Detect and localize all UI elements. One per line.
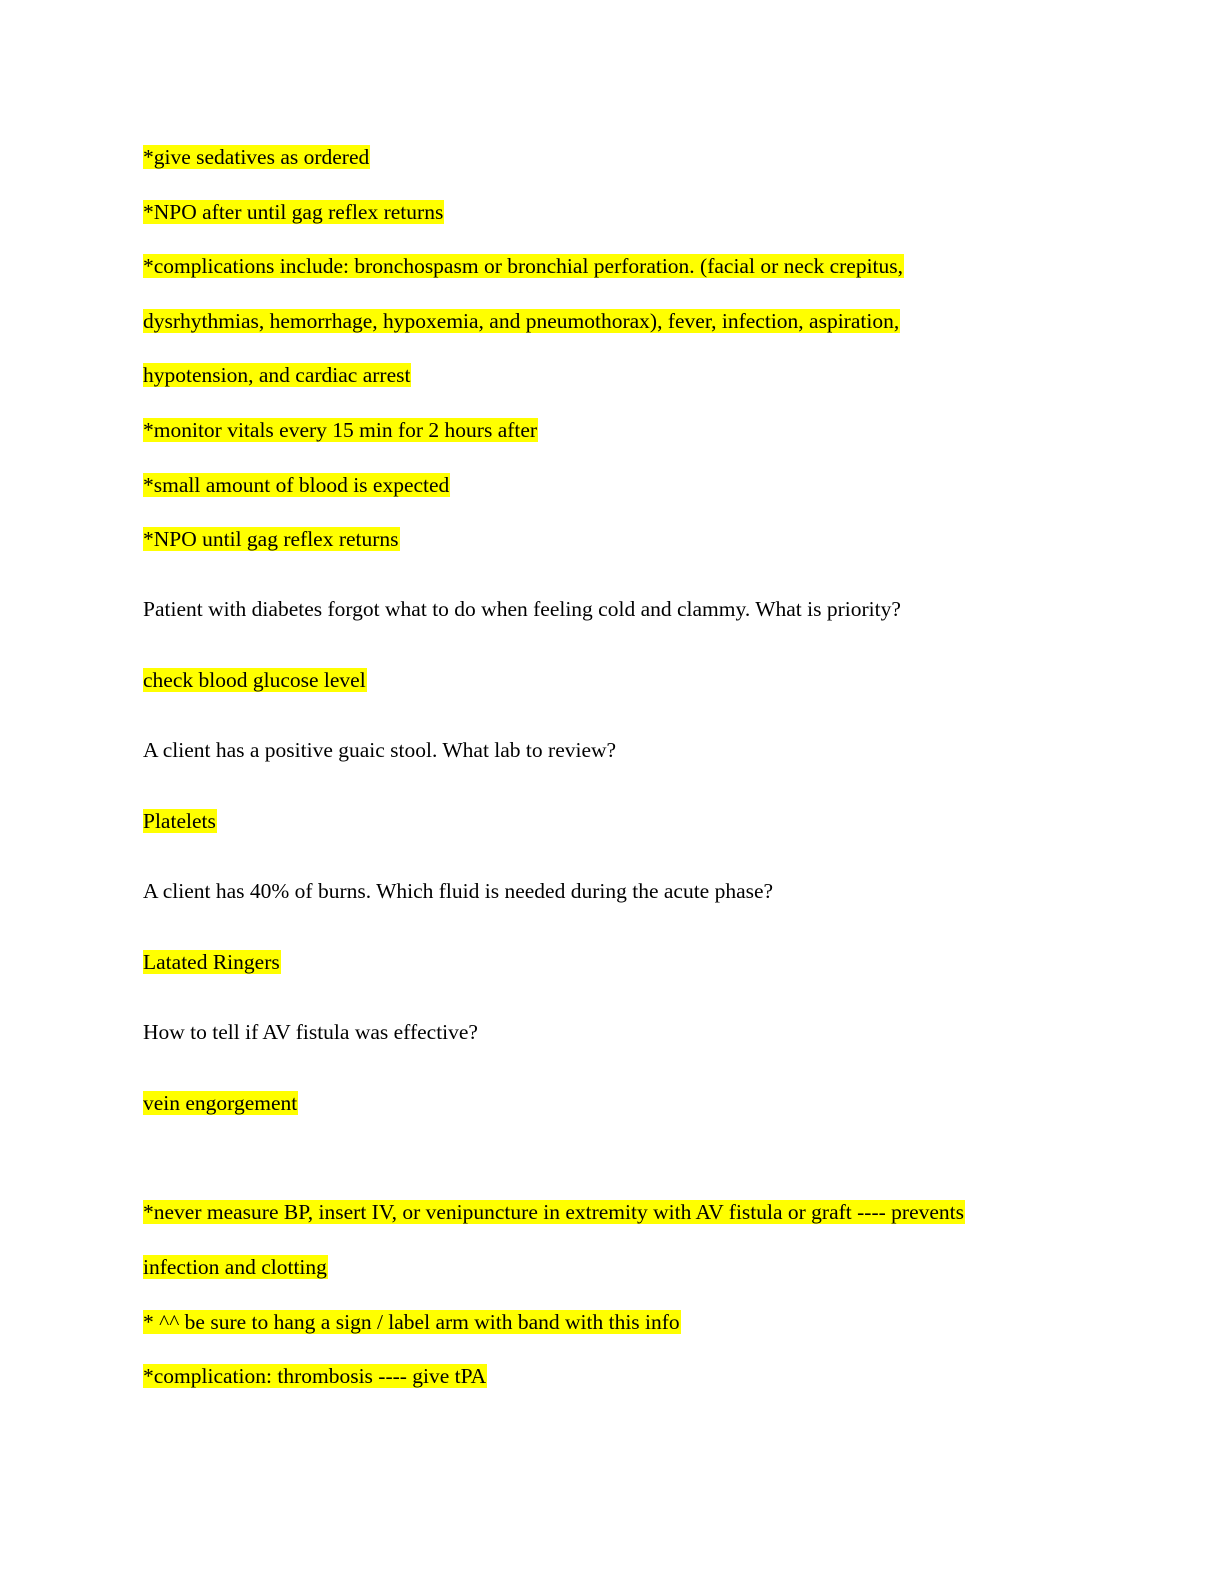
text-line: [143, 524, 400, 554]
plain-text: How to tell if AV fistula was effective?: [143, 1020, 478, 1044]
highlighted-text: *give sedatives as ordered: [143, 145, 370, 169]
highlighted-text: vein engorgement: [143, 1091, 298, 1115]
highlighted-text: hypotension, and cardiac arrest: [143, 363, 411, 387]
text-line: [143, 360, 411, 390]
highlighted-text: *monitor vitals every 15 min for 2 hours after: [143, 418, 538, 442]
question-text: [143, 876, 773, 906]
plain-text: A client has a positive guaic stool. What lab to review?: [143, 738, 617, 762]
text-line: [143, 1307, 681, 1337]
plain-text: Patient with diabetes forgot what to do when feeling cold and clammy. What is priority?: [143, 597, 901, 621]
question-text: [143, 735, 616, 765]
answer-text: [143, 665, 367, 695]
highlighted-text: infection and clotting: [143, 1255, 327, 1279]
text-line: [143, 142, 370, 172]
question-text: [143, 594, 901, 624]
highlighted-text: Latated Ringers: [143, 950, 280, 974]
text-line: [143, 415, 538, 445]
answer-text: [143, 806, 217, 836]
answer-text: [143, 947, 281, 977]
text-line: [143, 470, 450, 500]
highlighted-text: check blood glucose level: [143, 668, 366, 692]
highlighted-text: *complications include: bronchospasm or bronchial perforation. (facial or neck crepitus,: [143, 254, 904, 278]
highlighted-text: *never measure BP, insert IV, or venipuncture in extremity with AV fistula or graft ---- prevents: [143, 1200, 964, 1224]
text-line: [143, 197, 444, 227]
text-line: [143, 251, 904, 281]
text-line: [143, 1361, 487, 1391]
highlighted-text: *NPO until gag reflex returns: [143, 527, 399, 551]
highlighted-text: Platelets: [143, 809, 216, 833]
highlighted-text: *NPO after until gag reflex returns: [143, 200, 444, 224]
highlighted-text: * ^^ be sure to hang a sign / label arm with band with this info: [143, 1310, 680, 1334]
answer-text: [143, 1088, 298, 1118]
highlighted-text: *complication: thrombosis ---- give tPA: [143, 1364, 487, 1388]
plain-text: A client has 40% of burns. Which fluid is needed during the acute phase?: [143, 879, 774, 903]
text-line: [143, 1197, 965, 1227]
text-line: [143, 306, 900, 336]
question-text: [143, 1017, 478, 1047]
highlighted-text: *small amount of blood is expected: [143, 473, 450, 497]
text-line: [143, 1252, 328, 1282]
highlighted-text: dysrhythmias, hemorrhage, hypoxemia, and pneumothorax), fever, infection, aspiration,: [143, 309, 900, 333]
